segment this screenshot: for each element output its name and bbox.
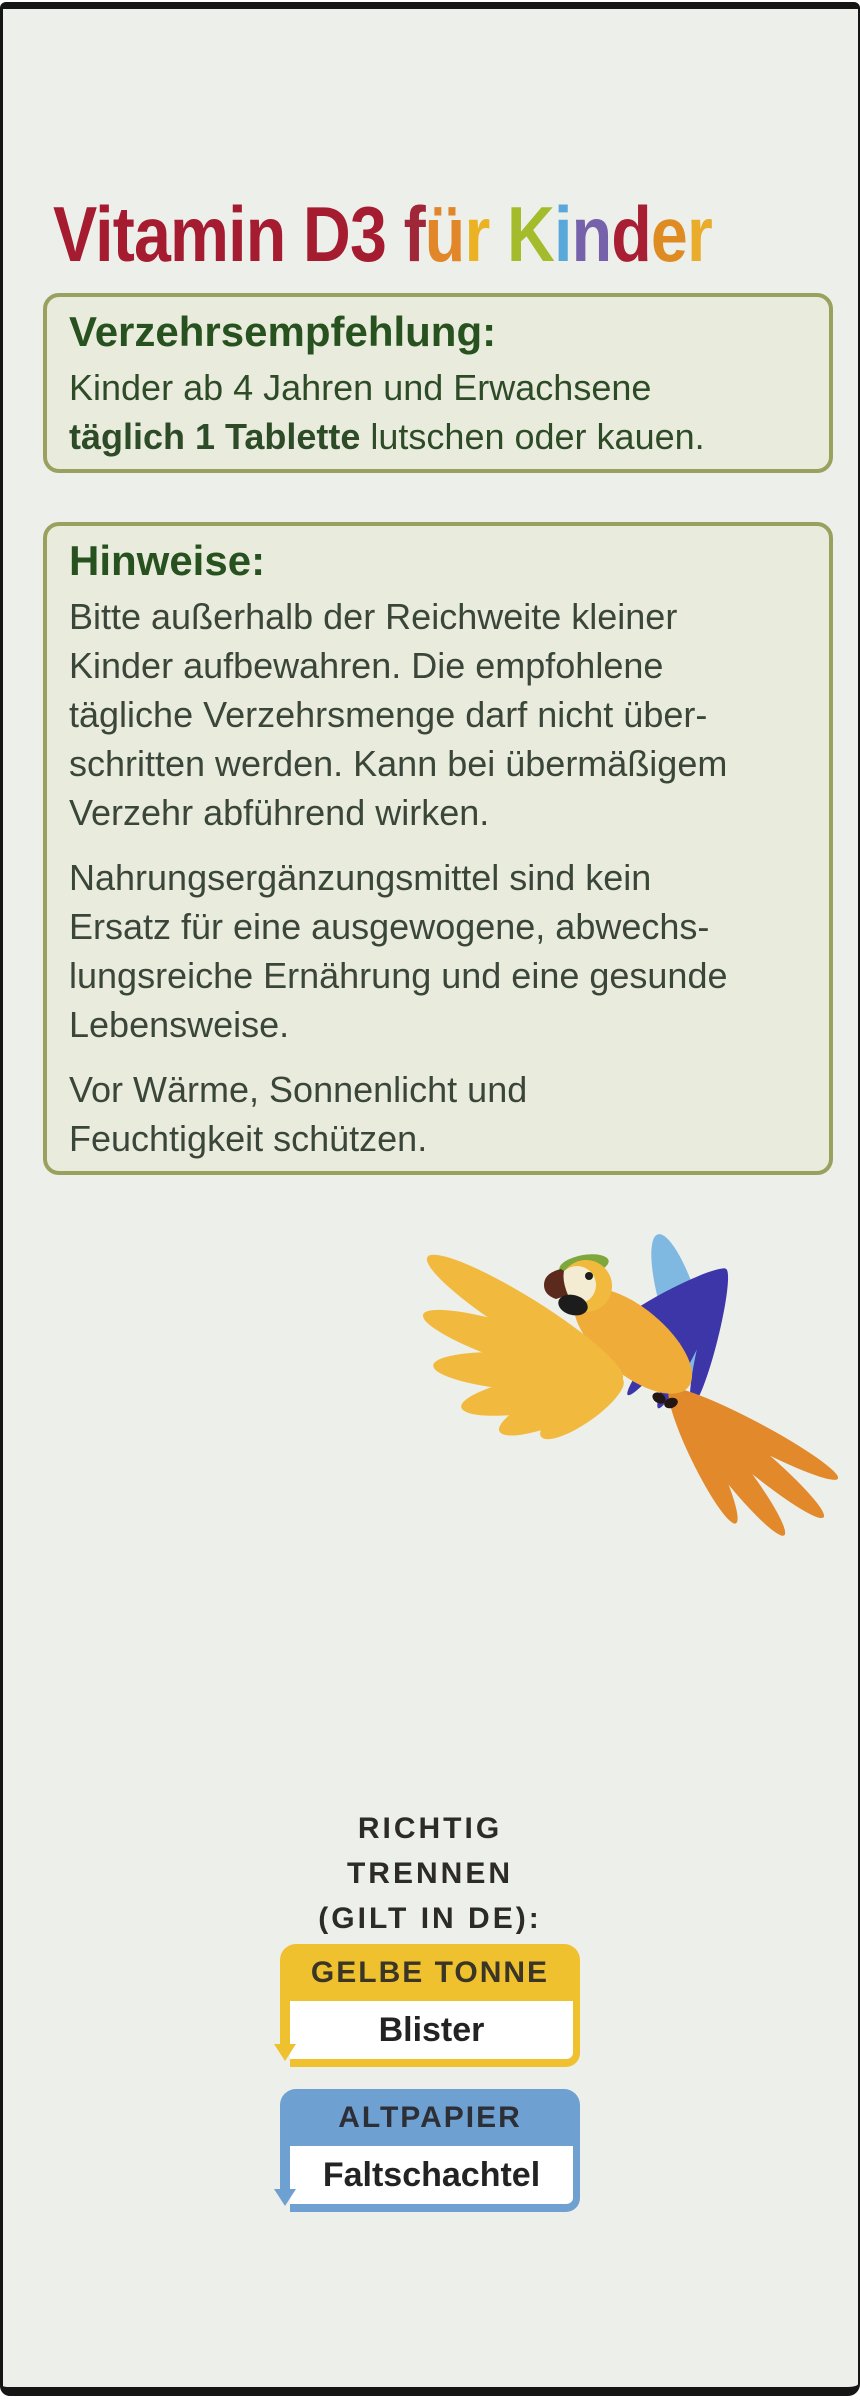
notes-line: Ersatz für eine ausgewogene, abwechs- (69, 906, 710, 947)
notes-box (43, 522, 833, 1175)
separation-heading-line: RICHTIG (357, 1812, 503, 1845)
separation-heading-line: TRENNEN (346, 1857, 513, 1890)
notes-line: Lebensweise. (69, 1004, 290, 1045)
disposal-content-blister: Blister (290, 2001, 580, 2067)
dosage-bold-text: täglich 1 Tablette (69, 416, 361, 457)
notes-line: lungsreiche Ernährung und eine gesunde (69, 955, 728, 996)
notes-paragraph (69, 853, 805, 1049)
notes-line: Feuchtigkeit schützen. (69, 1118, 428, 1159)
product-title: Vitamin D3 für Kinder (53, 190, 712, 278)
disposal-label-gelbe-tonne: GELBE TONNE (280, 1944, 580, 2001)
separation-heading-line: (GILT IN DE): (318, 1902, 542, 1935)
separation-heading (243, 1806, 617, 1941)
down-arrow-head-icon (274, 2044, 296, 2061)
disposal-item-gelbe-tonne (280, 1944, 580, 2067)
notes-paragraph (69, 592, 805, 837)
dosage-line-2 (69, 412, 805, 461)
notes-line: tägliche Verzehrsmenge darf nicht über- (69, 694, 708, 735)
dosage-rest-text: lutschen oder kauen. (360, 416, 705, 457)
tail-feathers (659, 1379, 838, 1544)
notes-line: Vor Wärme, Sonnenlicht und (69, 1069, 528, 1110)
dosage-box (43, 293, 833, 473)
package-panel (0, 2, 860, 2396)
notes-line: Verzehr abführend wirken. (69, 792, 490, 833)
notes-line: Kinder aufbewahren. Die empfohlene (69, 645, 664, 686)
down-arrow-icon (280, 2146, 290, 2194)
parrot-illustration (408, 1229, 838, 1569)
dosage-heading: Verzehrsempfehlung: (69, 308, 497, 355)
notes-line: Bitte außerhalb der Reichweite kleiner (69, 596, 678, 637)
disposal-label-altpapier: ALTPAPIER (280, 2089, 580, 2146)
down-arrow-icon (280, 2001, 290, 2049)
disposal-content-faltschachtel: Faltschachtel (290, 2146, 580, 2212)
notes-paragraph (69, 1065, 805, 1163)
dosage-line-1: Kinder ab 4 Jahren und Erwachsene (69, 367, 652, 408)
notes-line: Nahrungsergänzungsmittel sind kein (69, 857, 652, 898)
notes-paragraphs (69, 592, 805, 1163)
disposal-item-altpapier (280, 2089, 580, 2212)
down-arrow-head-icon (274, 2189, 296, 2206)
notes-heading: Hinweise: (69, 537, 266, 584)
notes-line: schritten werden. Kann bei übermäßigem (69, 743, 728, 784)
